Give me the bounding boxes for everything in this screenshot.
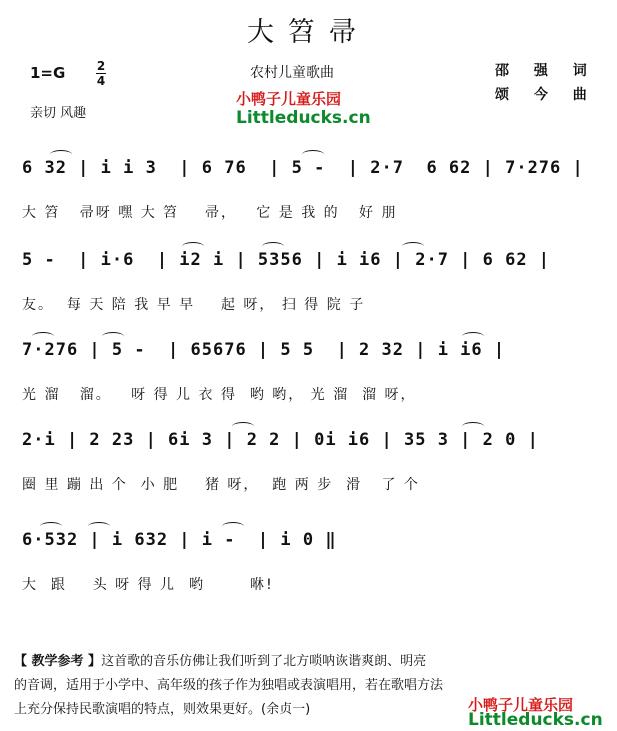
performance-style: 亲切 风趣 xyxy=(30,106,87,121)
meter-bottom: 4 xyxy=(96,74,106,88)
score-row-5 xyxy=(22,520,607,598)
lyrics-line: 大 笤 帚呀 嘿 大 笤 帚， 它 是 我 的 好 朋 xyxy=(22,205,398,221)
lyrics-line: 圈 里 蹦 出 个 小 肥 猪 呀， 跑 两 步 滑 了 个 xyxy=(22,477,420,493)
score-row-2 xyxy=(22,240,607,318)
lyrics-line: 光 溜 溜。 呀 得 儿 衣 得 哟 哟， 光 溜 溜 呀， xyxy=(22,387,417,403)
teaching-note-line-3: 上充分保持民歌演唱的特点，则效果更好。(余贞一) xyxy=(14,702,311,717)
notation-line: 7·276 | 5 - | 65676 | 5 5 | 2 32 | i i6 | xyxy=(22,340,506,360)
meter-top: 2 xyxy=(96,59,106,73)
song-title: 大笤帚 xyxy=(247,17,370,48)
notation-line: 6 32 | i i 3 | 6 76 | 5 - | 2·7 6 62 | 7·276 | xyxy=(22,158,584,178)
time-signature xyxy=(96,60,106,87)
lyrics-line: 友。 每 天 陪 我 早 早 起 呀， 扫 得 院 子 xyxy=(22,297,366,313)
teaching-note-line-1 xyxy=(14,650,426,669)
watermark-cn-bottom: 小鸭子儿童乐园 xyxy=(468,696,574,714)
teaching-note-line-2: 的音调，适用于小学中、高年级的孩子作为独唱或表演唱用，若在歌唱方法 xyxy=(14,678,444,693)
key-signature: 1=G xyxy=(30,64,66,82)
composer-credit: 颂 今 曲 xyxy=(495,87,597,103)
watermark-cn: 小鸭子儿童乐园 xyxy=(236,90,342,108)
notation-line: 2·i | 2 23 | 6i 3 | 2 2 | 0i i6 | 35 3 | 2 0 | xyxy=(22,430,539,450)
score-row-1 xyxy=(22,148,607,226)
watermark-url-bottom: Littleducks.cn xyxy=(468,710,603,730)
score-row-3 xyxy=(22,330,607,408)
notation-line: 5 - | i·6 | i2 i | 5356 | i i6 | 2·7 | 6 62 | xyxy=(22,250,551,270)
lyrics-line: 大 跟 头 呀 得 儿 哟 咻! xyxy=(22,577,274,593)
score-row-4 xyxy=(22,420,607,498)
lyricist-credit: 邵 强 词 xyxy=(495,63,597,79)
watermark-url: Littleducks.cn xyxy=(236,108,371,128)
teaching-note-tag: 【 教学参考 】 xyxy=(14,654,102,669)
song-subtitle: 农村儿童歌曲 xyxy=(250,65,334,81)
teaching-note-text-1: 这首歌的音乐仿佛让我们听到了北方唢呐诙谐爽朗、明亮 xyxy=(101,654,427,669)
notation-line: 6·532 | i 632 | i - | i 0 ‖ xyxy=(22,530,337,550)
